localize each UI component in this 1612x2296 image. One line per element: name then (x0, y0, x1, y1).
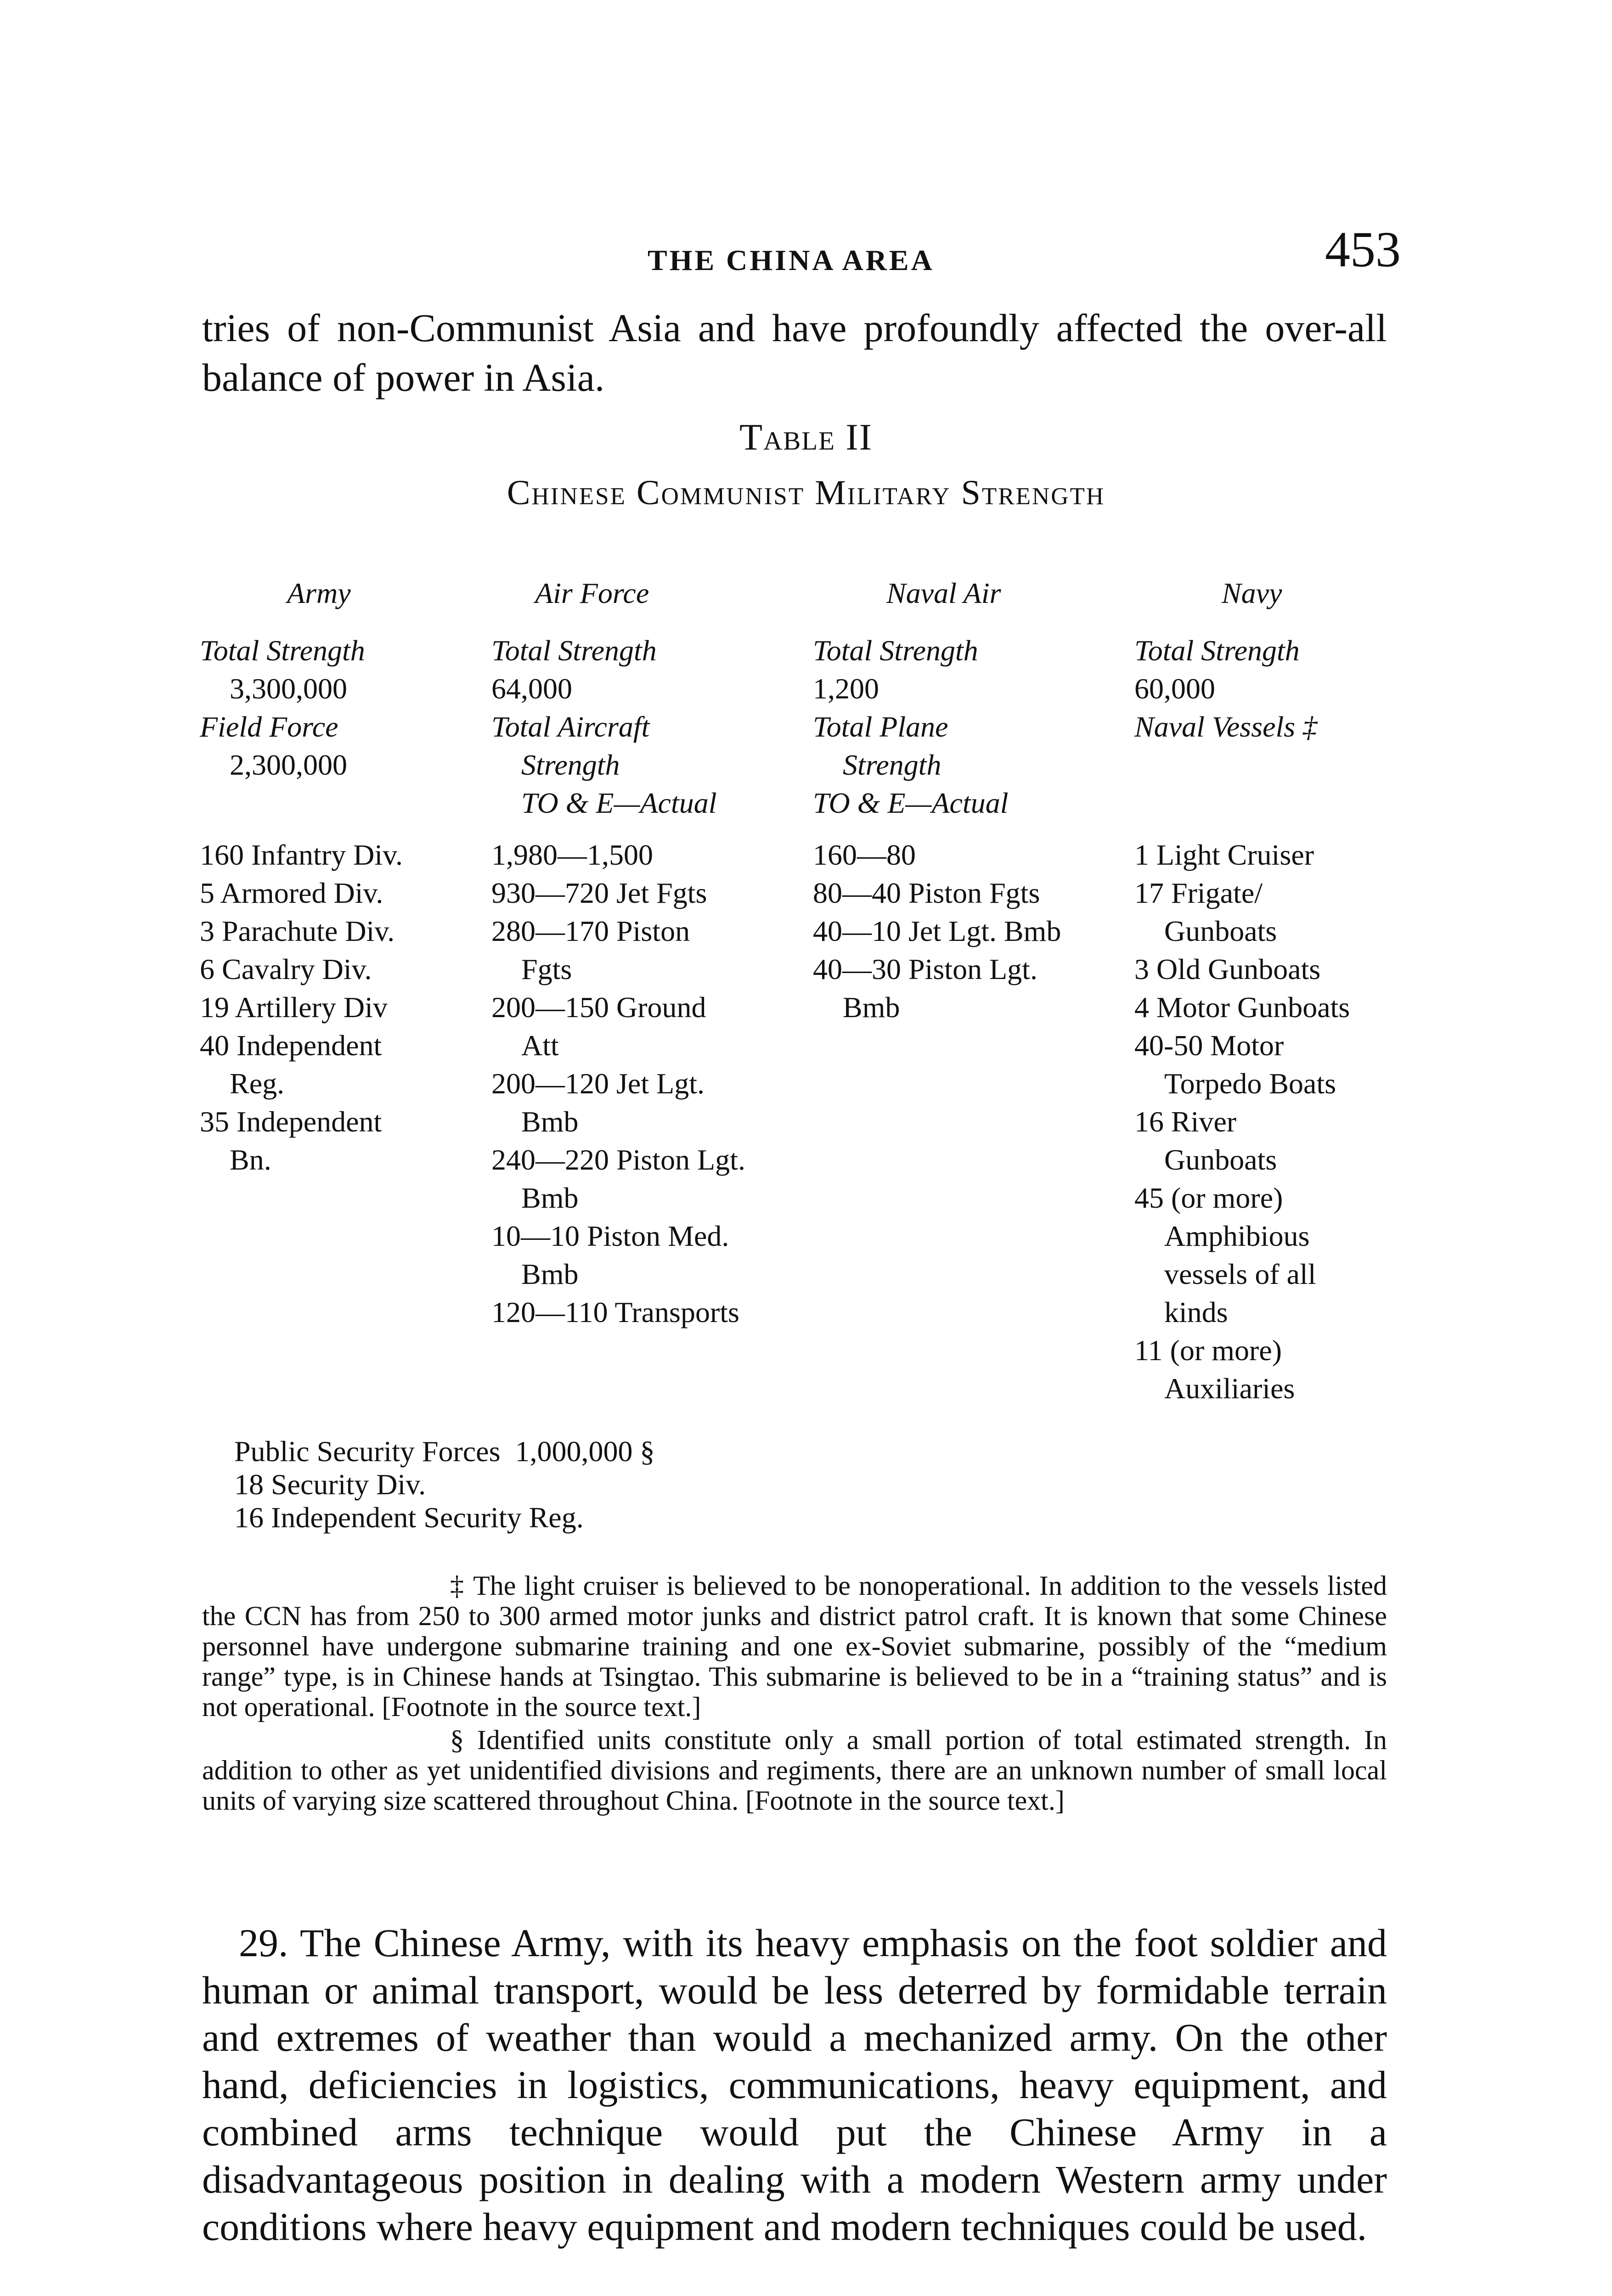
list-item: 6 Cavalry Div. (200, 953, 372, 985)
public-security-forces: Public Security Forces 1,000,000 § (234, 1435, 655, 1468)
navy-heading: Navy (1222, 577, 1282, 609)
air-total-strength-value: 64,000 (491, 672, 572, 705)
air-force-heading: Air Force (535, 577, 649, 609)
naval-air-total-strength-label: Total Strength (813, 634, 978, 667)
list-item: 16 River (1134, 1105, 1237, 1138)
air-strength-label: Strength (521, 748, 620, 781)
naval-air-toe-label: TO & E—Actual (813, 787, 1009, 819)
running-head: THE CHINA AREA (648, 244, 935, 276)
list-item: 5 Armored Div. (200, 877, 383, 909)
army-total-strength-value: 3,300,000 (230, 672, 347, 705)
air-toe-label: TO & E—Actual (521, 787, 717, 819)
list-item: 40—30 Piston Lgt. (813, 953, 1037, 985)
list-item: 930—720 Jet Fgts (491, 877, 707, 909)
list-item: Reg. (230, 1067, 285, 1100)
air-force-top-block (491, 631, 717, 822)
list-item: Att (521, 1029, 559, 1062)
list-item: Gunboats (1164, 1143, 1277, 1176)
list-item: Auxiliaries (1164, 1372, 1295, 1405)
army-heading: Army (287, 577, 351, 609)
public-security-block (234, 1435, 654, 1534)
list-item: 35 Independent (200, 1105, 382, 1138)
paragraph-29: 29. The Chinese Army, with its heavy emphasis on the foot soldier and human or animal transport, would be less deterred by formidable terrain and extremes of weather than would a mechanized army. On the other hand, deficiencies in logistics, communications, heavy equipment, and combined arms technique would put the Chinese Army in a disadvantageous position in dealing with a modern Western army under conditions where heavy equipment and modern techniques could be used. (202, 1921, 1387, 2249)
security-regiments: 16 Independent Security Reg. (234, 1501, 584, 1534)
list-item: 240—220 Piston Lgt. (491, 1143, 745, 1176)
list-item: Bmb (521, 1105, 579, 1138)
navy-vessels-label: Naval Vessels ‡ (1134, 710, 1318, 743)
list-item: Bmb (521, 1258, 579, 1290)
list-item: 40-50 Motor (1134, 1029, 1284, 1062)
footnotes (202, 1570, 1387, 1816)
naval-air-heading: Naval Air (886, 577, 1001, 609)
list-item: 40—10 Jet Lgt. Bmb (813, 915, 1061, 947)
army-field-force-label: Field Force (200, 710, 338, 743)
list-item: 11 (or more) (1134, 1334, 1282, 1367)
list-item: 160—80 (813, 838, 916, 871)
list-item: Bn. (230, 1143, 271, 1176)
list-item: 19 Artillery Div (200, 991, 388, 1024)
list-item: 45 (or more) (1134, 1182, 1283, 1214)
list-item: Torpedo Boats (1164, 1067, 1336, 1100)
list-item: Bmb (521, 1182, 579, 1214)
footnote-double-dagger: ‡ The light cruiser is believed to be nonoperational. In addition to the vessels listed the CCN has from 250 to 300 armed motor junks and district patrol craft. It is known that some Chinese personnel have undergone submarine training and one ex-Soviet submarine, possibly of the “medium range” type, is in Chinese hands at Tsingtao. This submarine is believed to be in a “training status” and is not operational. [Footnote in the source text.] (202, 1570, 1387, 1722)
list-item: 17 Frigate/ (1134, 877, 1263, 909)
air-force-list (491, 836, 745, 1331)
list-item: 3 Old Gunboats (1134, 953, 1321, 985)
list-item: 10—10 Piston Med. (491, 1220, 729, 1252)
army-total-strength-label: Total Strength (200, 634, 365, 667)
navy-total-strength-value: 60,000 (1134, 672, 1215, 705)
list-item: kinds (1164, 1296, 1228, 1328)
naval-air-total-strength-value: 1,200 (813, 672, 879, 705)
list-item: 280—170 Piston (491, 915, 690, 947)
footnote-section: § Identified units constitute only a small portion of total estimated strength. In addition to other as yet unidentified divisions and regiments, there are an unknown number of small local units of varying size scattered throughout China. [Footnote in the source text.] (202, 1725, 1387, 1816)
list-item: 4 Motor Gunboats (1134, 991, 1350, 1024)
air-total-aircraft-label: Total Aircraft (491, 710, 650, 743)
list-item: 200—120 Jet Lgt. (491, 1067, 705, 1100)
naval-air-strength-label: Strength (843, 748, 941, 781)
air-total-strength-label: Total Strength (491, 634, 657, 667)
army-units-list (200, 836, 403, 1179)
list-item: 1 Light Cruiser (1134, 838, 1314, 871)
page-number: 453 (1325, 221, 1401, 277)
security-divisions: 18 Security Div. (234, 1468, 426, 1501)
navy-list (1134, 836, 1350, 1407)
list-item: 1,980—1,500 (491, 838, 653, 871)
naval-air-total-plane-label: Total Plane (813, 710, 948, 743)
naval-air-list (813, 836, 1061, 1026)
list-item: 40 Independent (200, 1029, 382, 1062)
list-item: Fgts (521, 953, 572, 985)
navy-total-strength-label: Total Strength (1134, 634, 1300, 667)
list-item: 160 Infantry Div. (200, 838, 403, 871)
list-item: Amphibious (1164, 1220, 1310, 1252)
list-item: Bmb (843, 991, 900, 1024)
list-item: 3 Parachute Div. (200, 915, 395, 947)
list-item: 200—150 Ground (491, 991, 706, 1024)
table-title: Chinese Communist Military Strength (507, 473, 1105, 512)
list-item: 80—40 Piston Fgts (813, 877, 1040, 909)
intro-paragraph: tries of non-Communist Asia and have profoundly affected the over-all balance of power in Asia. (202, 306, 1387, 400)
army-top-block (200, 631, 365, 784)
list-item: 120—110 Transports (491, 1296, 739, 1328)
list-item: vessels of all (1164, 1258, 1316, 1290)
army-field-force-value: 2,300,000 (230, 748, 347, 781)
navy-top-block (1134, 631, 1317, 746)
list-item: Gunboats (1164, 915, 1277, 947)
naval-air-top-block (813, 631, 1009, 822)
table-label: Table II (739, 416, 873, 458)
